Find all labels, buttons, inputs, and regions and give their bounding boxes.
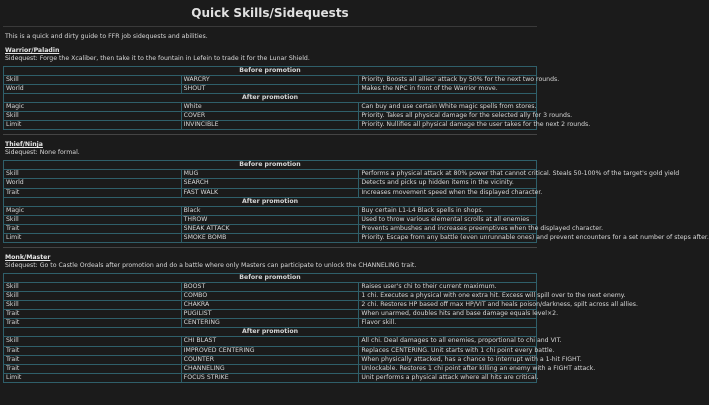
table-row [4, 283, 537, 292]
ability-name: CHI BLAST [181, 337, 359, 346]
ability-type: Skill [4, 301, 182, 310]
table-header-row [4, 328, 537, 337]
table-row [4, 346, 537, 355]
table-row [4, 301, 537, 310]
sidequest-text: Sidequest: Go to Castle Ordeals after promotion and do a battle where only Masters can participate to unlock the CHANNELING trait. [5, 261, 417, 269]
table-row [4, 215, 537, 224]
page-title: Quick Skills/Sidequests [3, 6, 537, 27]
table-row [4, 337, 537, 346]
ability-type: World [4, 179, 182, 188]
ability-description: All chi. Deal damages to all enemies, proportional to chi and VIT. [359, 337, 537, 346]
ability-type: Limit [4, 233, 182, 242]
ability-description: Can buy and use certain White magic spells from stores. [359, 103, 537, 112]
ability-name: SHOUT [181, 84, 359, 93]
promotion-header: After promotion [4, 328, 537, 337]
intro-text: This is a quick and dirty guide to FFR job sidequests and abilities. [5, 32, 208, 40]
ability-type: Magic [4, 206, 182, 215]
ability-name: THROW [181, 215, 359, 224]
ability-type: Trait [4, 224, 182, 233]
ability-name: CHAKRA [181, 301, 359, 310]
ability-type: World [4, 84, 182, 93]
ability-name: Black [181, 206, 359, 215]
ability-type: Skill [4, 215, 182, 224]
promotion-header: Before promotion [4, 66, 537, 75]
ability-description: Makes the NPC in front of the Warrior move. [359, 84, 537, 93]
section-title: Thief/Ninja [5, 141, 43, 149]
table-row [4, 310, 537, 319]
job-section [3, 253, 638, 383]
ability-name: FAST WALK [181, 188, 359, 197]
ability-type: Trait [4, 188, 182, 197]
ability-type: Skill [4, 292, 182, 301]
ability-description: Priority. Takes all physical damage for the selected ally for 3 rounds. [359, 112, 537, 121]
ability-type: Skill [4, 283, 182, 292]
ability-name: COUNTER [181, 355, 359, 364]
table-row [4, 121, 537, 130]
table-row [4, 206, 537, 215]
table-row [4, 292, 537, 301]
ability-name: COMBO [181, 292, 359, 301]
abilities-table [3, 66, 591, 130]
ability-name: IMPROVED CENTERING [181, 346, 359, 355]
ability-type: Limit [4, 373, 182, 382]
ability-description: Prevents ambushes and increases preemptives when the displayed character. [359, 224, 537, 233]
ability-description: When unarmed, doubles hits and base damage equals level×2. [359, 310, 537, 319]
table-row [4, 103, 537, 112]
ability-name: PUGILIST [181, 310, 359, 319]
ability-description: Priority. Nullifies all physical damage the user takes for the next 2 rounds. [359, 121, 537, 130]
ability-type: Limit [4, 121, 182, 130]
promotion-header: Before promotion [4, 161, 537, 170]
table-row [4, 75, 537, 84]
ability-name: WARCRY [181, 75, 359, 84]
ability-type: Skill [4, 337, 182, 346]
ability-name: SNEAK ATTACK [181, 224, 359, 233]
abilities-table [3, 273, 638, 383]
ability-description: Detects and picks up hidden items in the vicinity. [359, 179, 537, 188]
table-row [4, 319, 537, 328]
table-row [4, 224, 537, 233]
table-row [4, 355, 537, 364]
table-row [4, 112, 537, 121]
ability-name: INVINCIBLE [181, 121, 359, 130]
table-row [4, 179, 537, 188]
ability-description: Performs a physical attack at 80% power that cannot critical. Steals 50-100% of the target's gold yield [359, 170, 537, 179]
ability-type: Trait [4, 310, 182, 319]
promotion-header: After promotion [4, 197, 537, 206]
ability-type: Trait [4, 355, 182, 364]
ability-description: Unit performs a physical attack where all hits are critical. [359, 373, 537, 382]
section-title: Warrior/Paladin [5, 46, 60, 54]
ability-description: When physically attacked, has a chance to interrupt with a 1-hit FIGHT. [359, 355, 537, 364]
ability-name: CHANNELING [181, 364, 359, 373]
ability-type: Skill [4, 170, 182, 179]
table-row [4, 188, 537, 197]
ability-description: Increases movement speed when the displayed character. [359, 188, 537, 197]
sections-container [3, 46, 709, 383]
ability-description: Unlockable. Restores 1 chi point after killing an enemy with a FIGHT attack. [359, 364, 537, 373]
table-header-row [4, 197, 537, 206]
ability-name: FOCUS STRIKE [181, 373, 359, 382]
sidequest-text: Sidequest: None formal. [5, 149, 80, 157]
ability-name: SEARCH [181, 179, 359, 188]
table-row [4, 233, 537, 242]
ability-description: Priority. Escape from any battle (even unrunnable ones) and prevent encounters for a set number of steps after. [359, 233, 537, 242]
ability-type: Skill [4, 112, 182, 121]
table-row [4, 84, 537, 93]
table-row [4, 373, 537, 382]
promotion-header: After promotion [4, 93, 537, 102]
table-header-row [4, 66, 537, 75]
ability-name: COVER [181, 112, 359, 121]
ability-type: Trait [4, 319, 182, 328]
promotion-header: Before promotion [4, 274, 537, 283]
ability-description: Raises user's chi to their current maximum. [359, 283, 537, 292]
ability-type: Skill [4, 75, 182, 84]
table-row [4, 364, 537, 373]
section-divider [3, 134, 537, 135]
section-divider [3, 247, 537, 248]
ability-name: BOOST [181, 283, 359, 292]
ability-description: Flavor skill. [359, 319, 537, 328]
ability-type: Magic [4, 103, 182, 112]
ability-type: Trait [4, 364, 182, 373]
section-title: Monk/Master [5, 253, 51, 261]
abilities-table [3, 160, 709, 243]
table-header-row [4, 274, 537, 283]
ability-description: Replaces CENTERING. Unit starts with 1 chi point every battle. [359, 346, 537, 355]
ability-name: White [181, 103, 359, 112]
table-row [4, 170, 537, 179]
ability-type: Trait [4, 346, 182, 355]
ability-description: 2 chi. Restores HP based off max HP/VIT and heals poison/darkness, spilt across all allies. [359, 301, 537, 310]
ability-description: Used to throw various elemental scrolls at all enemies [359, 215, 537, 224]
job-section [3, 141, 709, 243]
sidequest-text: Sidequest: Forge the Xcaliber, then take it to the fountain in Lefein to trade it for the Lunar Shield. [5, 54, 310, 62]
job-section [3, 46, 591, 131]
table-header-row [4, 161, 537, 170]
ability-name: MUG [181, 170, 359, 179]
ability-description: Buy certain L1-L4 Black spells in shops. [359, 206, 537, 215]
ability-name: SMOKE BOMB [181, 233, 359, 242]
ability-description: Priority. Boosts all allies' attack by 50% for the next two rounds. [359, 75, 537, 84]
ability-name: CENTERING [181, 319, 359, 328]
ability-description: 1 chi. Executes a physical with one extra hit. Excess will spill over to the next enemy. [359, 292, 537, 301]
table-header-row [4, 93, 537, 102]
